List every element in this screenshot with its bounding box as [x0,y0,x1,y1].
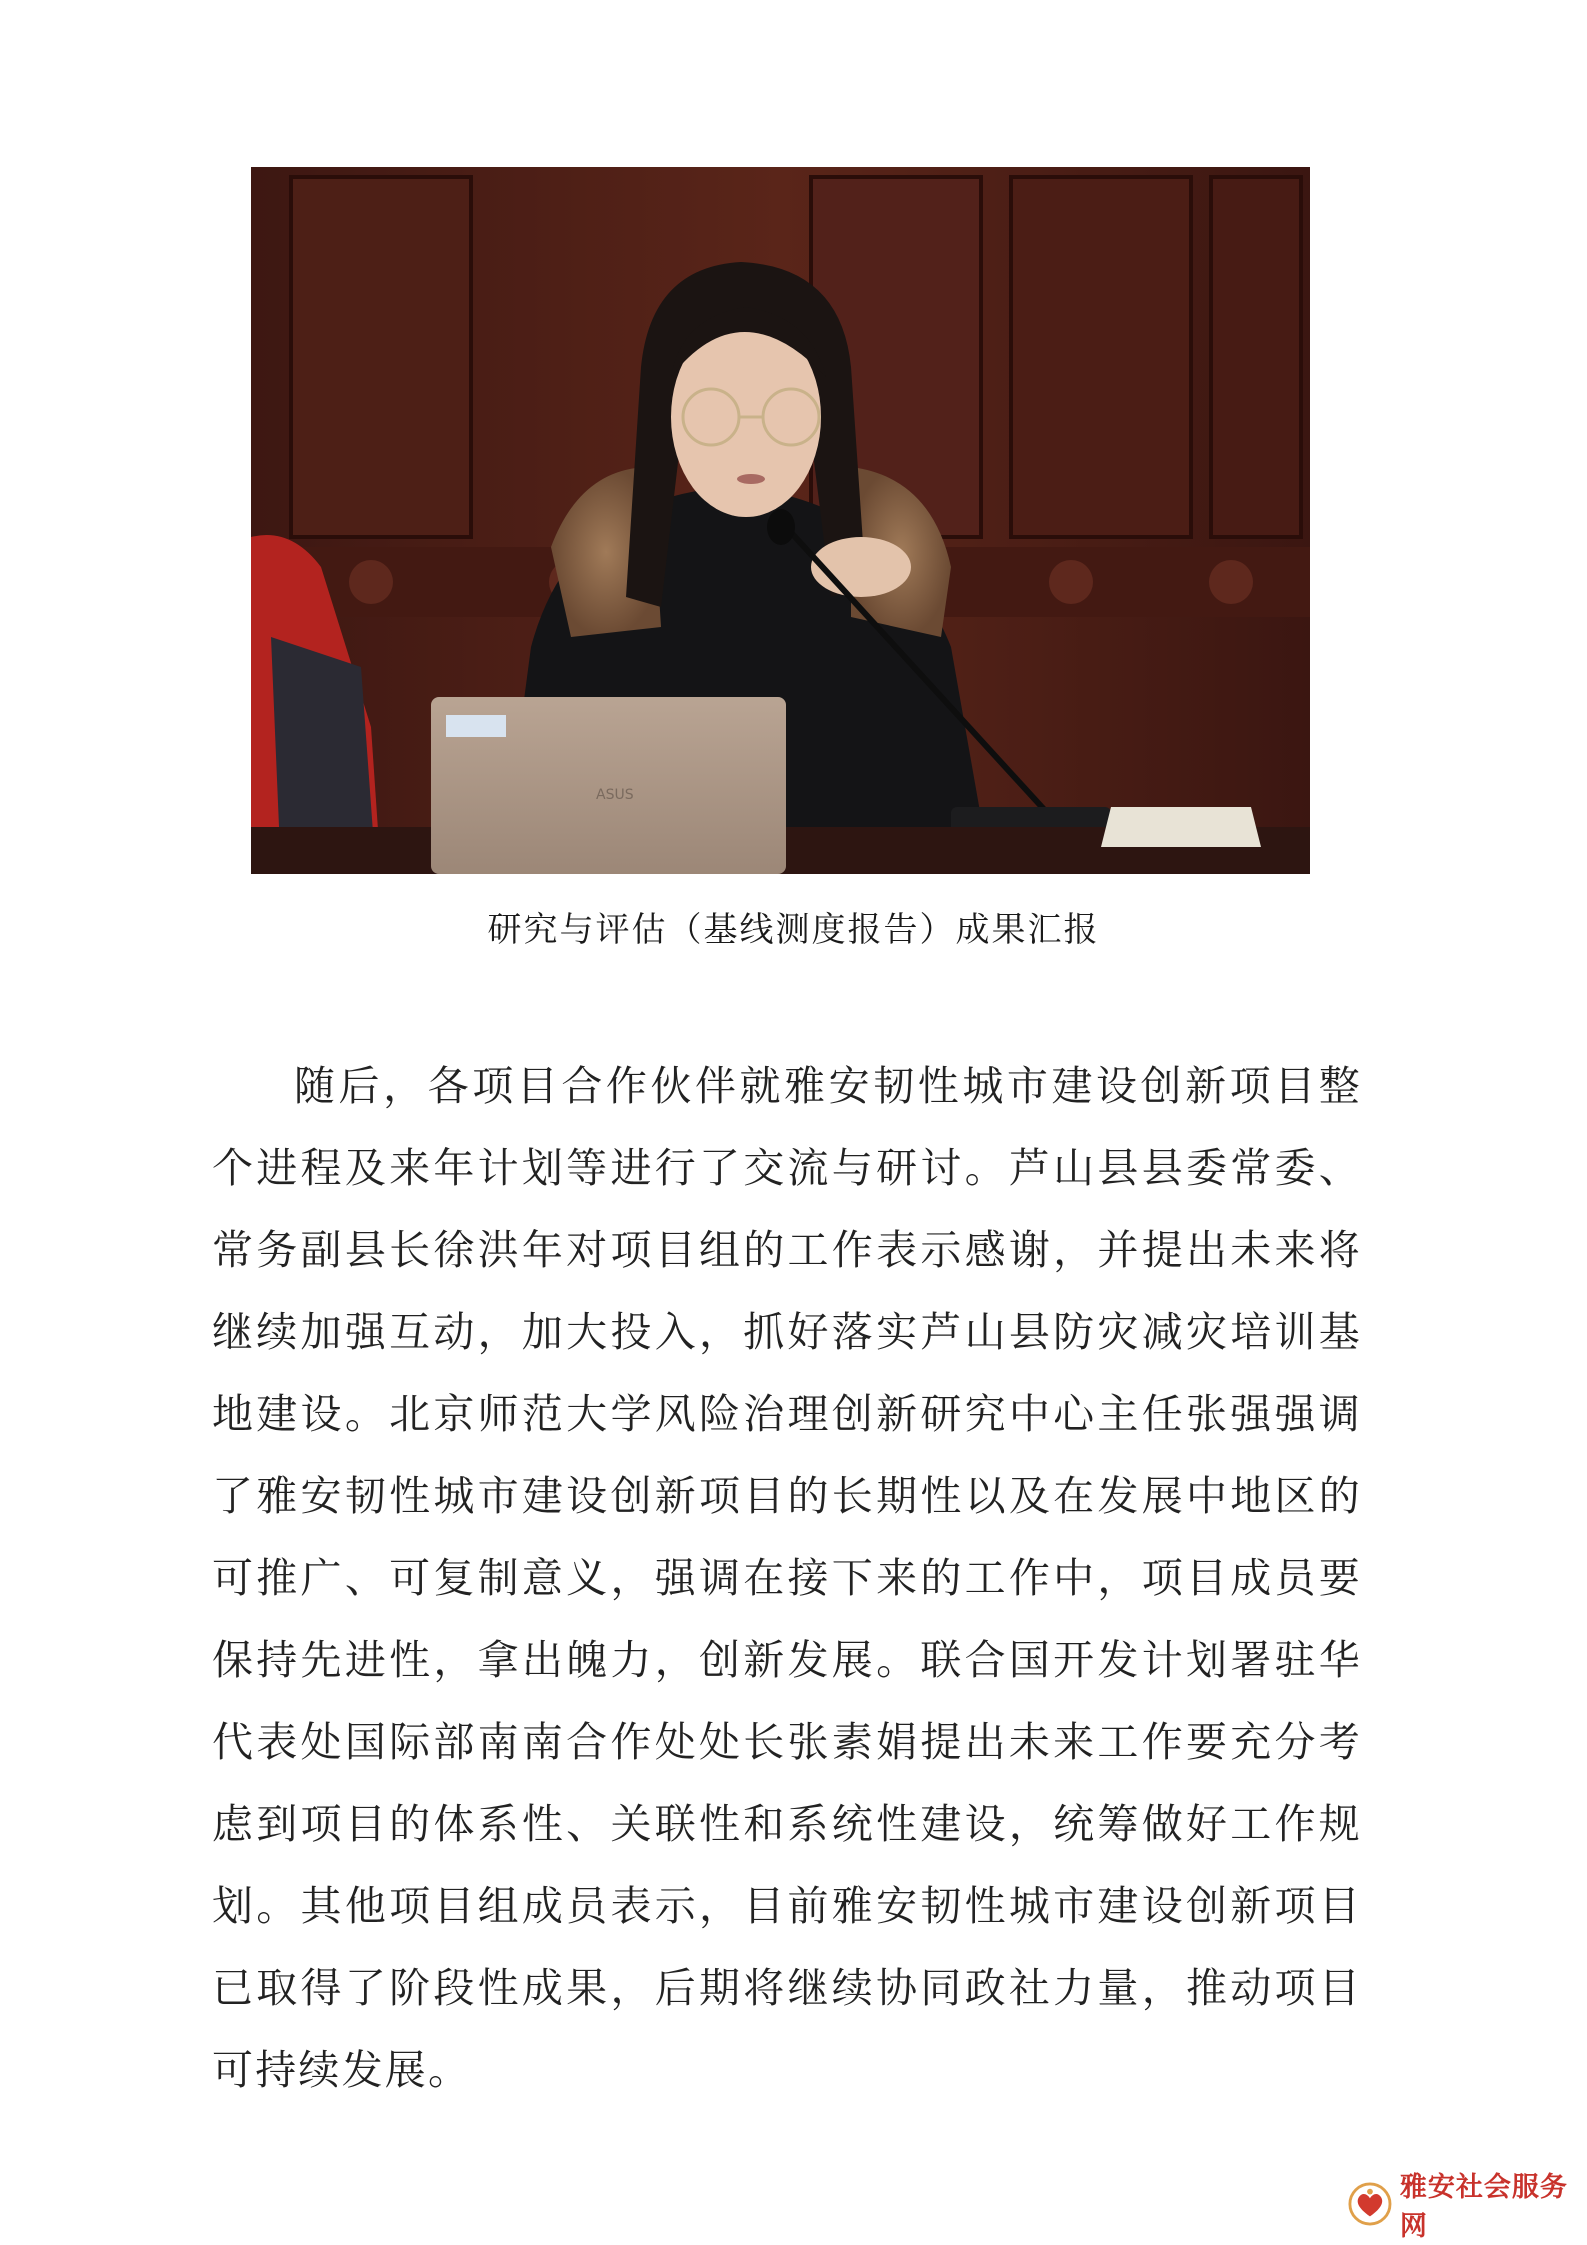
body-paragraph: 随后，各项目合作伙伴就雅安韧性城市建设创新项目整个进程及来年计划等进行了交流与研讨。芦山县县委常委、常务副县长徐洪年对项目组的工作表示感谢，并提出未来将继续加强互动，加大投入，抓好落实芦山县防灾减灾培训基地建设。北京师范大学风险治理创新研究中心主任张强强调了雅安韧性城市建设创新项目的长期性以及在发展中地区的可推广、可复制意义，强调在接下来的工作中，项目成员要保持先进性，拿出魄力，创新发展。联合国开发计划署驻华代表处国际部南南合作处处长张素娟提出未来工作要充分考虑到项目的体系性、关联性和系统性建设，统筹做好工作规划。其他项目组成员表示，目前雅安韧性城市建设创新项目已取得了阶段性成果，后期将继续协同政社力量，推动项目可持续发展。 [212,1062,1362,2094]
meeting-photo [251,167,1310,874]
site-watermark [1348,2172,1587,2242]
watermark-text: 雅安社会服务网 [1399,2172,1568,2242]
heart-logo-icon [1348,2181,1392,2227]
svg-text:ASUS: ASUS [596,787,634,803]
photo-caption: 研究与评估（基线测度报告）成果汇报 [487,910,1100,950]
